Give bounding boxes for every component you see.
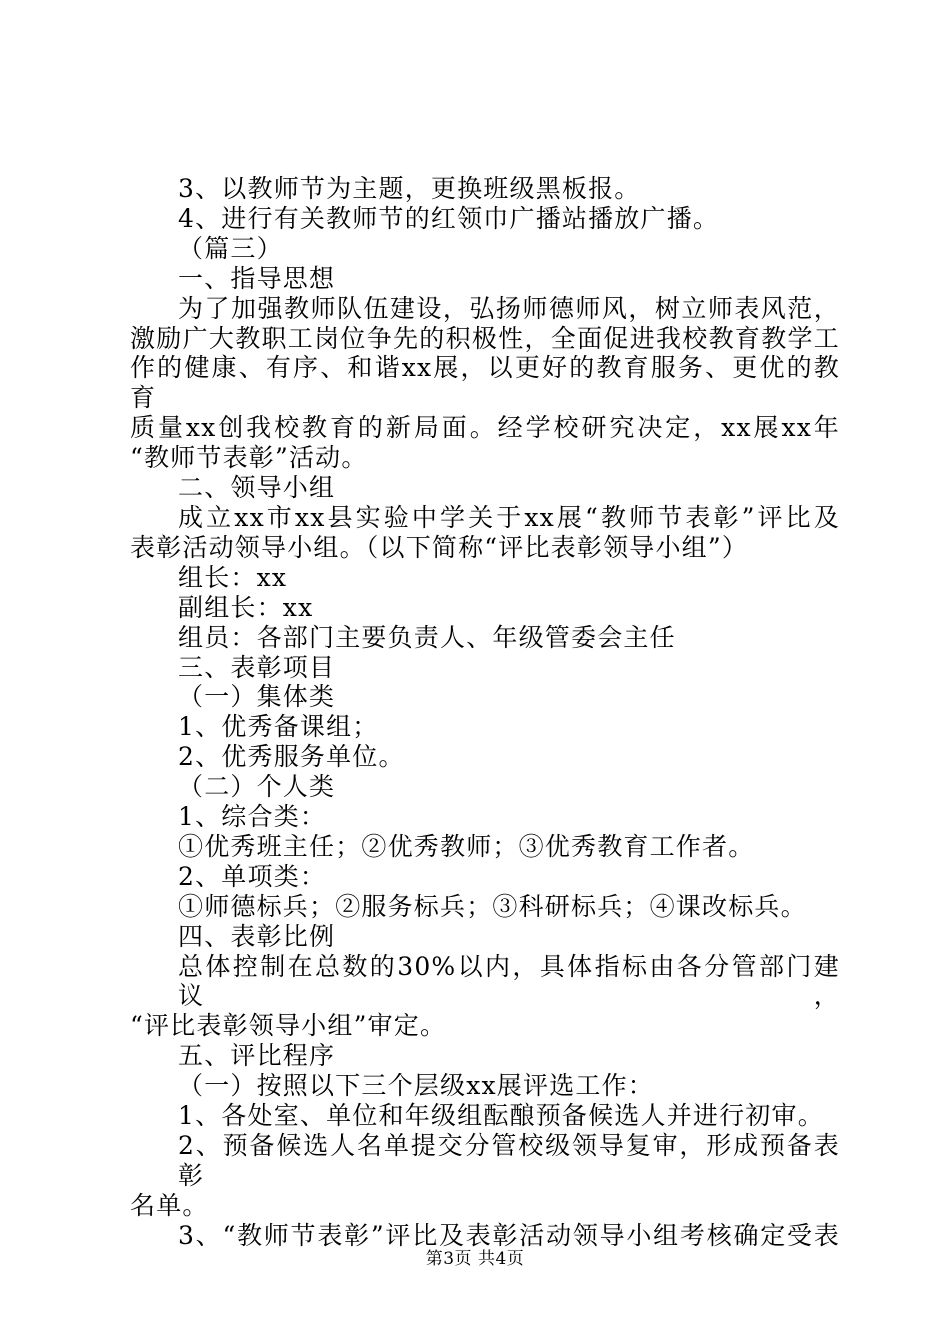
text-line: 为了加强教师队伍建设，弘扬师德师风，树立师表风范， <box>178 293 840 323</box>
text-line: 2、优秀服务单位。 <box>178 742 405 772</box>
page-footer: 第3页 共4页 <box>425 1249 525 1269</box>
text-line: 一、指导思想 <box>178 263 336 293</box>
text-line: 3、以教师节为主题，更换班级黑板报。 <box>178 174 641 203</box>
text-line: 四、表彰比例 <box>178 921 336 951</box>
text-line: “教师节表彰”活动。 <box>130 443 368 473</box>
text-line: 表彰活动领导小组。（以下简称“评比表彰领导小组”） <box>130 532 749 562</box>
text-line: 激励广大教职工岗位争先的积极性，全面促进我校教育教学工 <box>130 323 840 353</box>
text-line: 总体控制在总数的30%以内，具体指标由各分管部门建议， <box>178 951 840 1011</box>
text-line: 作的健康、有序、和谐xx展，以更好的教育服务、更优的教育 <box>130 353 840 413</box>
text-line: 组长：xx <box>178 562 288 592</box>
text-line: 2、单项类： <box>178 861 327 891</box>
text-line: （一）集体类 <box>178 682 336 712</box>
text-line: 2、预备候选人名单提交分管校级领导复审，形成预备表彰 <box>178 1131 840 1190</box>
text-line: 二、领导小组 <box>178 473 336 503</box>
text-line: 组员：各部门主要负责人、年级管委会主任 <box>178 622 676 652</box>
text-line: 成立xx市xx县实验中学关于xx展“教师节表彰”评比及 <box>178 502 840 532</box>
text-line: 副组长：xx <box>178 592 314 622</box>
text-line: 名单。 <box>130 1190 209 1220</box>
text-line: ①师德标兵；②服务标兵；③科研标兵；④课改标兵。 <box>178 891 807 921</box>
text-line: 3、“教师节表彰”评比及表彰活动领导小组考核确定受表 <box>178 1220 840 1250</box>
text-line: 1、优秀备课组； <box>178 712 379 742</box>
text-line: 三、表彰项目 <box>178 652 336 682</box>
document-body <box>130 174 840 1251</box>
text-line: （一）按照以下三个层级xx展评选工作： <box>178 1071 654 1101</box>
text-line: ①优秀班主任；②优秀教师；③优秀教育工作者。 <box>178 831 755 861</box>
text-line: 1、综合类： <box>178 802 327 832</box>
text-line: “评比表彰领导小组”审定。 <box>130 1011 447 1041</box>
text-line: 1、各处室、单位和年级组酝酿预备候选人并进行初审。 <box>178 1101 824 1131</box>
text-line: （二）个人类 <box>178 772 336 802</box>
text-line: （篇三） <box>178 233 283 263</box>
text-line: 五、评比程序 <box>178 1041 336 1071</box>
text-line: 4、进行有关教师节的红领巾广播站播放广播。 <box>178 203 720 233</box>
text-line: 质量xx创我校教育的新局面。经学校研究决定，xx展xx年 <box>130 413 840 443</box>
